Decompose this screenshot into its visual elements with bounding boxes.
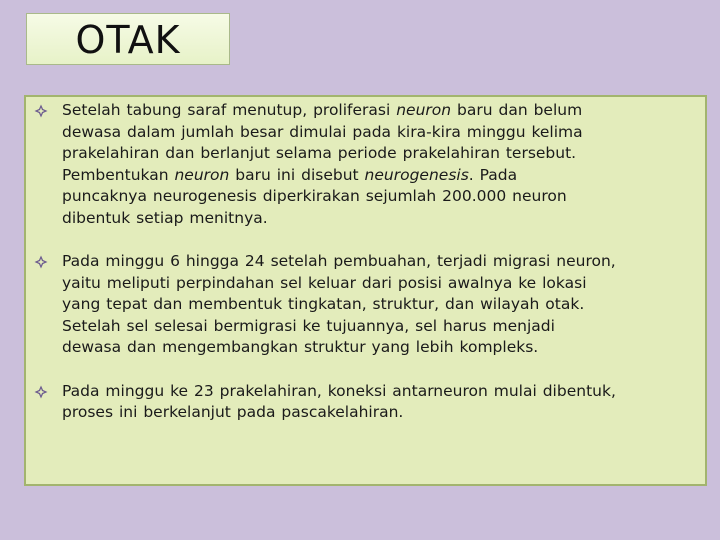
bullet-item bbox=[34, 381, 697, 424]
title-box bbox=[26, 13, 230, 65]
bullet-item bbox=[34, 251, 697, 359]
italic-term: neurogenesis bbox=[364, 165, 469, 184]
diamond-bullet-icon bbox=[34, 385, 48, 399]
text-segment: baru dan belum dewasa dalam jumlah besar dimulai pada kira-kira minggu kelima prakelahiran dan berlanjut selama periode prakelahiran tersebut. Pembentukan bbox=[62, 101, 583, 184]
diamond-bullet-icon bbox=[34, 104, 48, 118]
bullet-text bbox=[62, 251, 697, 359]
diamond-bullet-icon bbox=[34, 255, 48, 269]
bullet-text bbox=[62, 381, 697, 424]
italic-term: neuron bbox=[174, 165, 230, 184]
text-segment: baru ini disebut bbox=[229, 165, 365, 184]
slide-title: OTAK bbox=[75, 18, 181, 62]
text-segment: Pada minggu 6 hingga 24 setelah pembuahan, terjadi migrasi neuron, yaitu meliputi perpindahan sel keluar dari posisi awalnya ke lokasi yang tepat dan membentuk tingkatan, struktur, dan wilayah otak. Setelah sel selesai bermigrasi ke tujuannya, sel harus menjadi dewasa dan mengembangkan struktur yang lebih kompleks. bbox=[62, 252, 616, 356]
content-box bbox=[24, 95, 707, 486]
text-segment: Setelah tabung saraf menutup, proliferasi bbox=[62, 101, 397, 119]
text-segment: Pada minggu ke 23 prakelahiran, koneksi antarneuron mulai dibentuk, proses ini berkelanjut pada pascakelahiran. bbox=[62, 381, 616, 421]
text-segment: . Pada puncaknya neurogenesis diperkirakan sejumlah 200.000 neuron dibentuk setiap menitnya. bbox=[62, 165, 567, 227]
bullet-item bbox=[34, 100, 697, 229]
bullet-text bbox=[62, 100, 697, 229]
italic-term: neuron bbox=[396, 101, 452, 119]
